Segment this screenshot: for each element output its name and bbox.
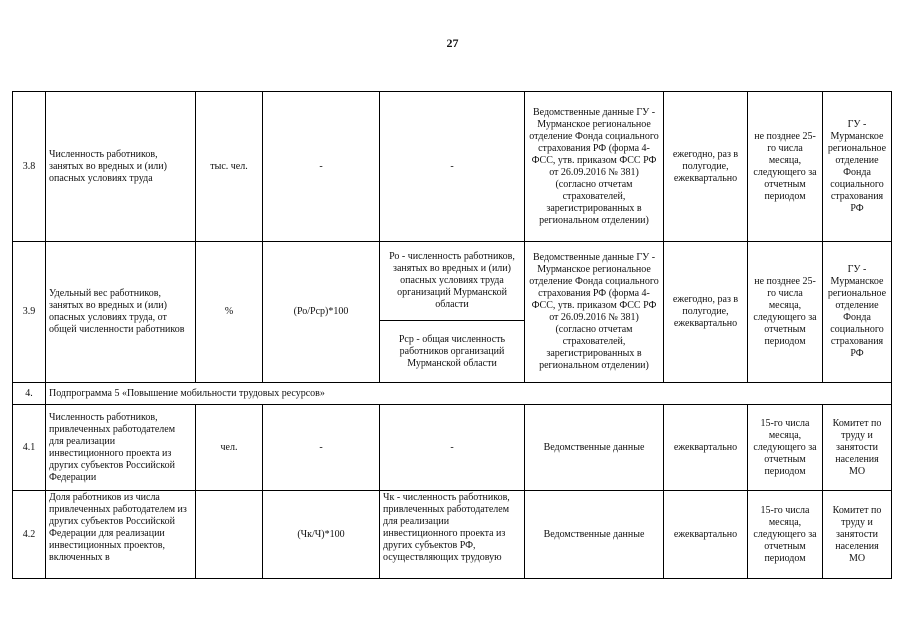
period-cell: ежеквартально [664,405,748,491]
variables-cell: - [380,405,525,491]
deadline-cell: 15-го числа месяца, следующего за отчетным периодом [748,491,823,579]
section-number: 4. [13,383,46,405]
row-number: 3.9 [13,242,46,383]
deadline-cell: не позднее 25-го числа месяца, следующего за отчетным периодом [748,242,823,383]
deadline-cell: не позднее 25-го числа месяца, следующего за отчетным периодом [748,92,823,242]
section-title: Подпрограмма 5 «Повышение мобильности трудовых ресурсов» [46,383,892,405]
deadline-cell: 15-го числа месяца, следующего за отчетным периодом [748,405,823,491]
section-row [13,383,892,405]
table-row [13,491,892,579]
page-number: 27 [446,36,459,50]
row-number: 4.1 [13,405,46,491]
formula-cell: (Ро/Рср)*100 [263,242,380,383]
row-number: 4.2 [13,491,46,579]
source-cell: Ведомственные данные ГУ - Мурманское региональное отделение Фонда социального страхования РФ (форма 4-ФСС, утв. приказом ФСС РФ от 26.09.2016 № 381) (согласно отчетам страхователей, зарегистрированных в региональном отделении) [525,92,664,242]
period-cell: ежегодно, раз в полугодие, ежеквартально [664,242,748,383]
indicator-name: Численность работников, занятых во вредных и (или) опасных условиях труда [46,92,196,242]
table-row [13,242,892,321]
responsible-cell: ГУ - Мурманское региональное отделение Фонда социального страхования РФ [823,242,892,383]
responsible-cell: ГУ - Мурманское региональное отделение Фонда социального страхования РФ [823,92,892,242]
responsible-cell: Комитет по труду и занятости населения МО [823,405,892,491]
unit-cell [196,491,263,579]
row-number: 3.8 [13,92,46,242]
indicator-name: Доля работников из числа привлеченных работодателем из других субъектов Российской Федерации для реализации инвестиционных проектов, включенных в [46,491,196,579]
source-cell: Ведомственные данные ГУ - Мурманское региональное отделение Фонда социального страхования РФ (форма 4-ФСС, утв. приказом ФСС РФ от 26.09.2016 № 381) (согласно отчетам страхователей, зарегистрированных в региональном отделении) [525,242,664,383]
responsible-cell: Комитет по труду и занятости населения МО [823,491,892,579]
source-cell: Ведомственные данные [525,405,664,491]
indicator-name: Удельный вес работников, занятых во вредных и (или) опасных условиях труда, от общей численности работников [46,242,196,383]
variables-cell: - [380,92,525,242]
indicators-table [12,91,892,579]
formula-cell: - [263,405,380,491]
unit-cell: % [196,242,263,383]
table-row [13,92,892,242]
formula-cell: (Чк/Ч)*100 [263,491,380,579]
variables-cell: Чк - численность работников, привлеченных работодателем для реализации инвестиционного проекта из других субъектов РФ, осуществляющих трудовую [380,491,525,579]
period-cell: ежеквартально [664,491,748,579]
variables-cell: Ро - численность работников, занятых во вредных и (или) опасных условиях труда организаций Мурманской области [380,242,525,321]
unit-cell: тыс. чел. [196,92,263,242]
formula-cell: - [263,92,380,242]
indicator-name: Численность работников, привлеченных работодателем для реализации инвестиционного проекта из других субъектов Российской Федерации [46,405,196,491]
table-row [13,405,892,491]
variables-cell: Рср - общая численность работников организаций Мурманской области [380,321,525,383]
unit-cell: чел. [196,405,263,491]
period-cell: ежегодно, раз в полугодие, ежеквартально [664,92,748,242]
source-cell: Ведомственные данные [525,491,664,579]
